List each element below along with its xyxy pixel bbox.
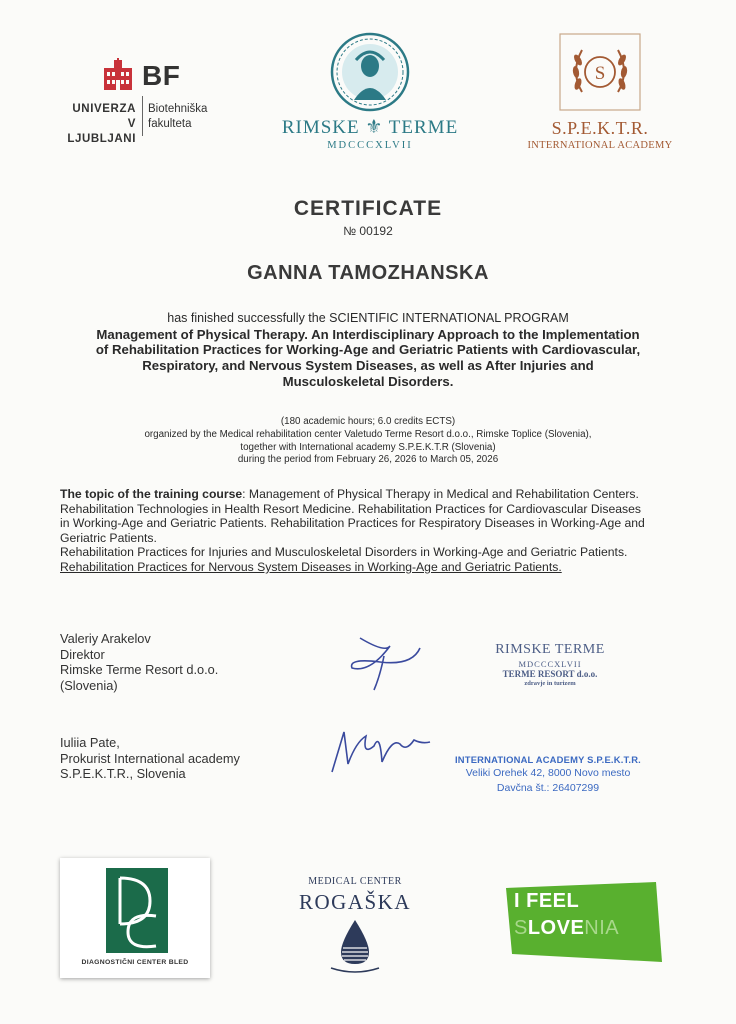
stamp-rimske-terme: RIMSKE TERME MDCCCXLVII TERME RESORT d.o.o. zdravje in turizem [495, 642, 605, 687]
course-topic [60, 487, 650, 575]
program-details [90, 416, 646, 467]
signature-director [340, 628, 430, 698]
logo-univerza-ljubljana [62, 58, 232, 145]
topic-text-injuries: Rehabilitation Practices for Injuries and Musculoskeletal Disorders in Working-Age and Geriatric Patients. [60, 545, 628, 560]
water-drop-icon [325, 918, 385, 974]
logo-rimske-terme [270, 30, 470, 160]
rimske-numeral: MDCCCXLVII [327, 140, 413, 151]
stamp-spektr: INTERNATIONAL ACADEMY S.P.E.K.T.R. Veliki Orehek 42, 8000 Novo mesto Davčna št.: 26407299 [455, 754, 641, 794]
rimske-name: RIMSKE ⚜ TERME [281, 117, 459, 138]
dc-monogram-icon [106, 868, 168, 953]
logo-divider [142, 96, 143, 136]
ifeel-line2: SLOVENIA [514, 917, 620, 939]
program-partner: together with International academy S.P.E.K.T.R (Slovenia) [240, 441, 496, 453]
building-icon [100, 58, 136, 92]
topic-text: : Management of Physical Therapy in Medical and Rehabilitation Centers. Rehabilitation Technologies in Health Resort Medicine. Rehabilitation Practices for Cardiovascular Diseases in Working-Age and Geriatric Patients. Rehabilitation Practices for Respiratory Diseases in Working-Age and Geriatric Patients. [60, 487, 645, 545]
signatory-director: Valeriy Arakelov Direktor Rimske Terme Resort d.o.o. (Slovenia) [60, 631, 219, 693]
logo-spektr [500, 30, 700, 160]
laurel-icon [558, 32, 642, 112]
program-intro: has finished successfully the SCIENTIFIC INTERNATIONAL PROGRAM [167, 311, 569, 325]
signature-prokurist [322, 722, 442, 782]
rogaska-line2: ROGAŠKA [298, 890, 411, 914]
medallion-icon [330, 32, 410, 112]
program-description [90, 311, 646, 390]
topic-text-nervous: Rehabilitation Practices for Nervous System Diseases in Working-Age and Geriatric Patients. [60, 559, 562, 574]
bf-logo-text: BF [142, 60, 181, 91]
ifeel-line1: I FEEL [514, 890, 580, 912]
signatory-prokurist: Iuliia Pate, Prokurist International academy S.P.E.K.T.R., Slovenia [60, 735, 240, 782]
logo-i-feel-slovenia [506, 882, 662, 962]
dc-mark [106, 868, 168, 953]
topic-label: The topic of the training course [60, 487, 243, 501]
program-hours: (180 academic hours; 6.0 credits ECTS) [280, 416, 456, 427]
dc-caption: DIAGNOSTIČNI CENTER BLED [81, 959, 189, 966]
logo-diagnosticni-center-bled [60, 858, 210, 978]
spektr-letter: S [594, 63, 606, 84]
spektr-subtitle: INTERNATIONAL ACADEMY [527, 140, 673, 151]
spektr-name: S.P.E.K.T.R. [551, 118, 649, 138]
program-period: during the period from February 26, 2026 to March 05, 2026 [237, 454, 499, 466]
program-organizer: organized by the Medical rehabilitation center Valetudo Terme Resort d.o.o., Rimske Toplice (Slovenia), [144, 428, 592, 440]
faculty-label: Biotehniška fakulteta [148, 103, 208, 130]
rogaska-line1: MEDICAL CENTER [308, 876, 402, 887]
certificate-number: № 00192 [343, 224, 393, 238]
univerza-label: UNIVERZA V LJUBLJANI [67, 103, 136, 145]
logo-medical-center-rogaska [290, 868, 420, 978]
certificate-title: CERTIFICATE [293, 197, 443, 220]
program-title: Management of Physical Therapy. An Interdisciplinary Approach to the Implementation of Rehabilitation Practices for Working-Age and Geriatric Patients with Cardiovascular, Respiratory, and Nervous System Diseases, as well as After Injuries and Musculoskeletal Disorders. [95, 326, 641, 389]
recipient-name: GANNA TAMOZHANSKA [247, 262, 489, 284]
